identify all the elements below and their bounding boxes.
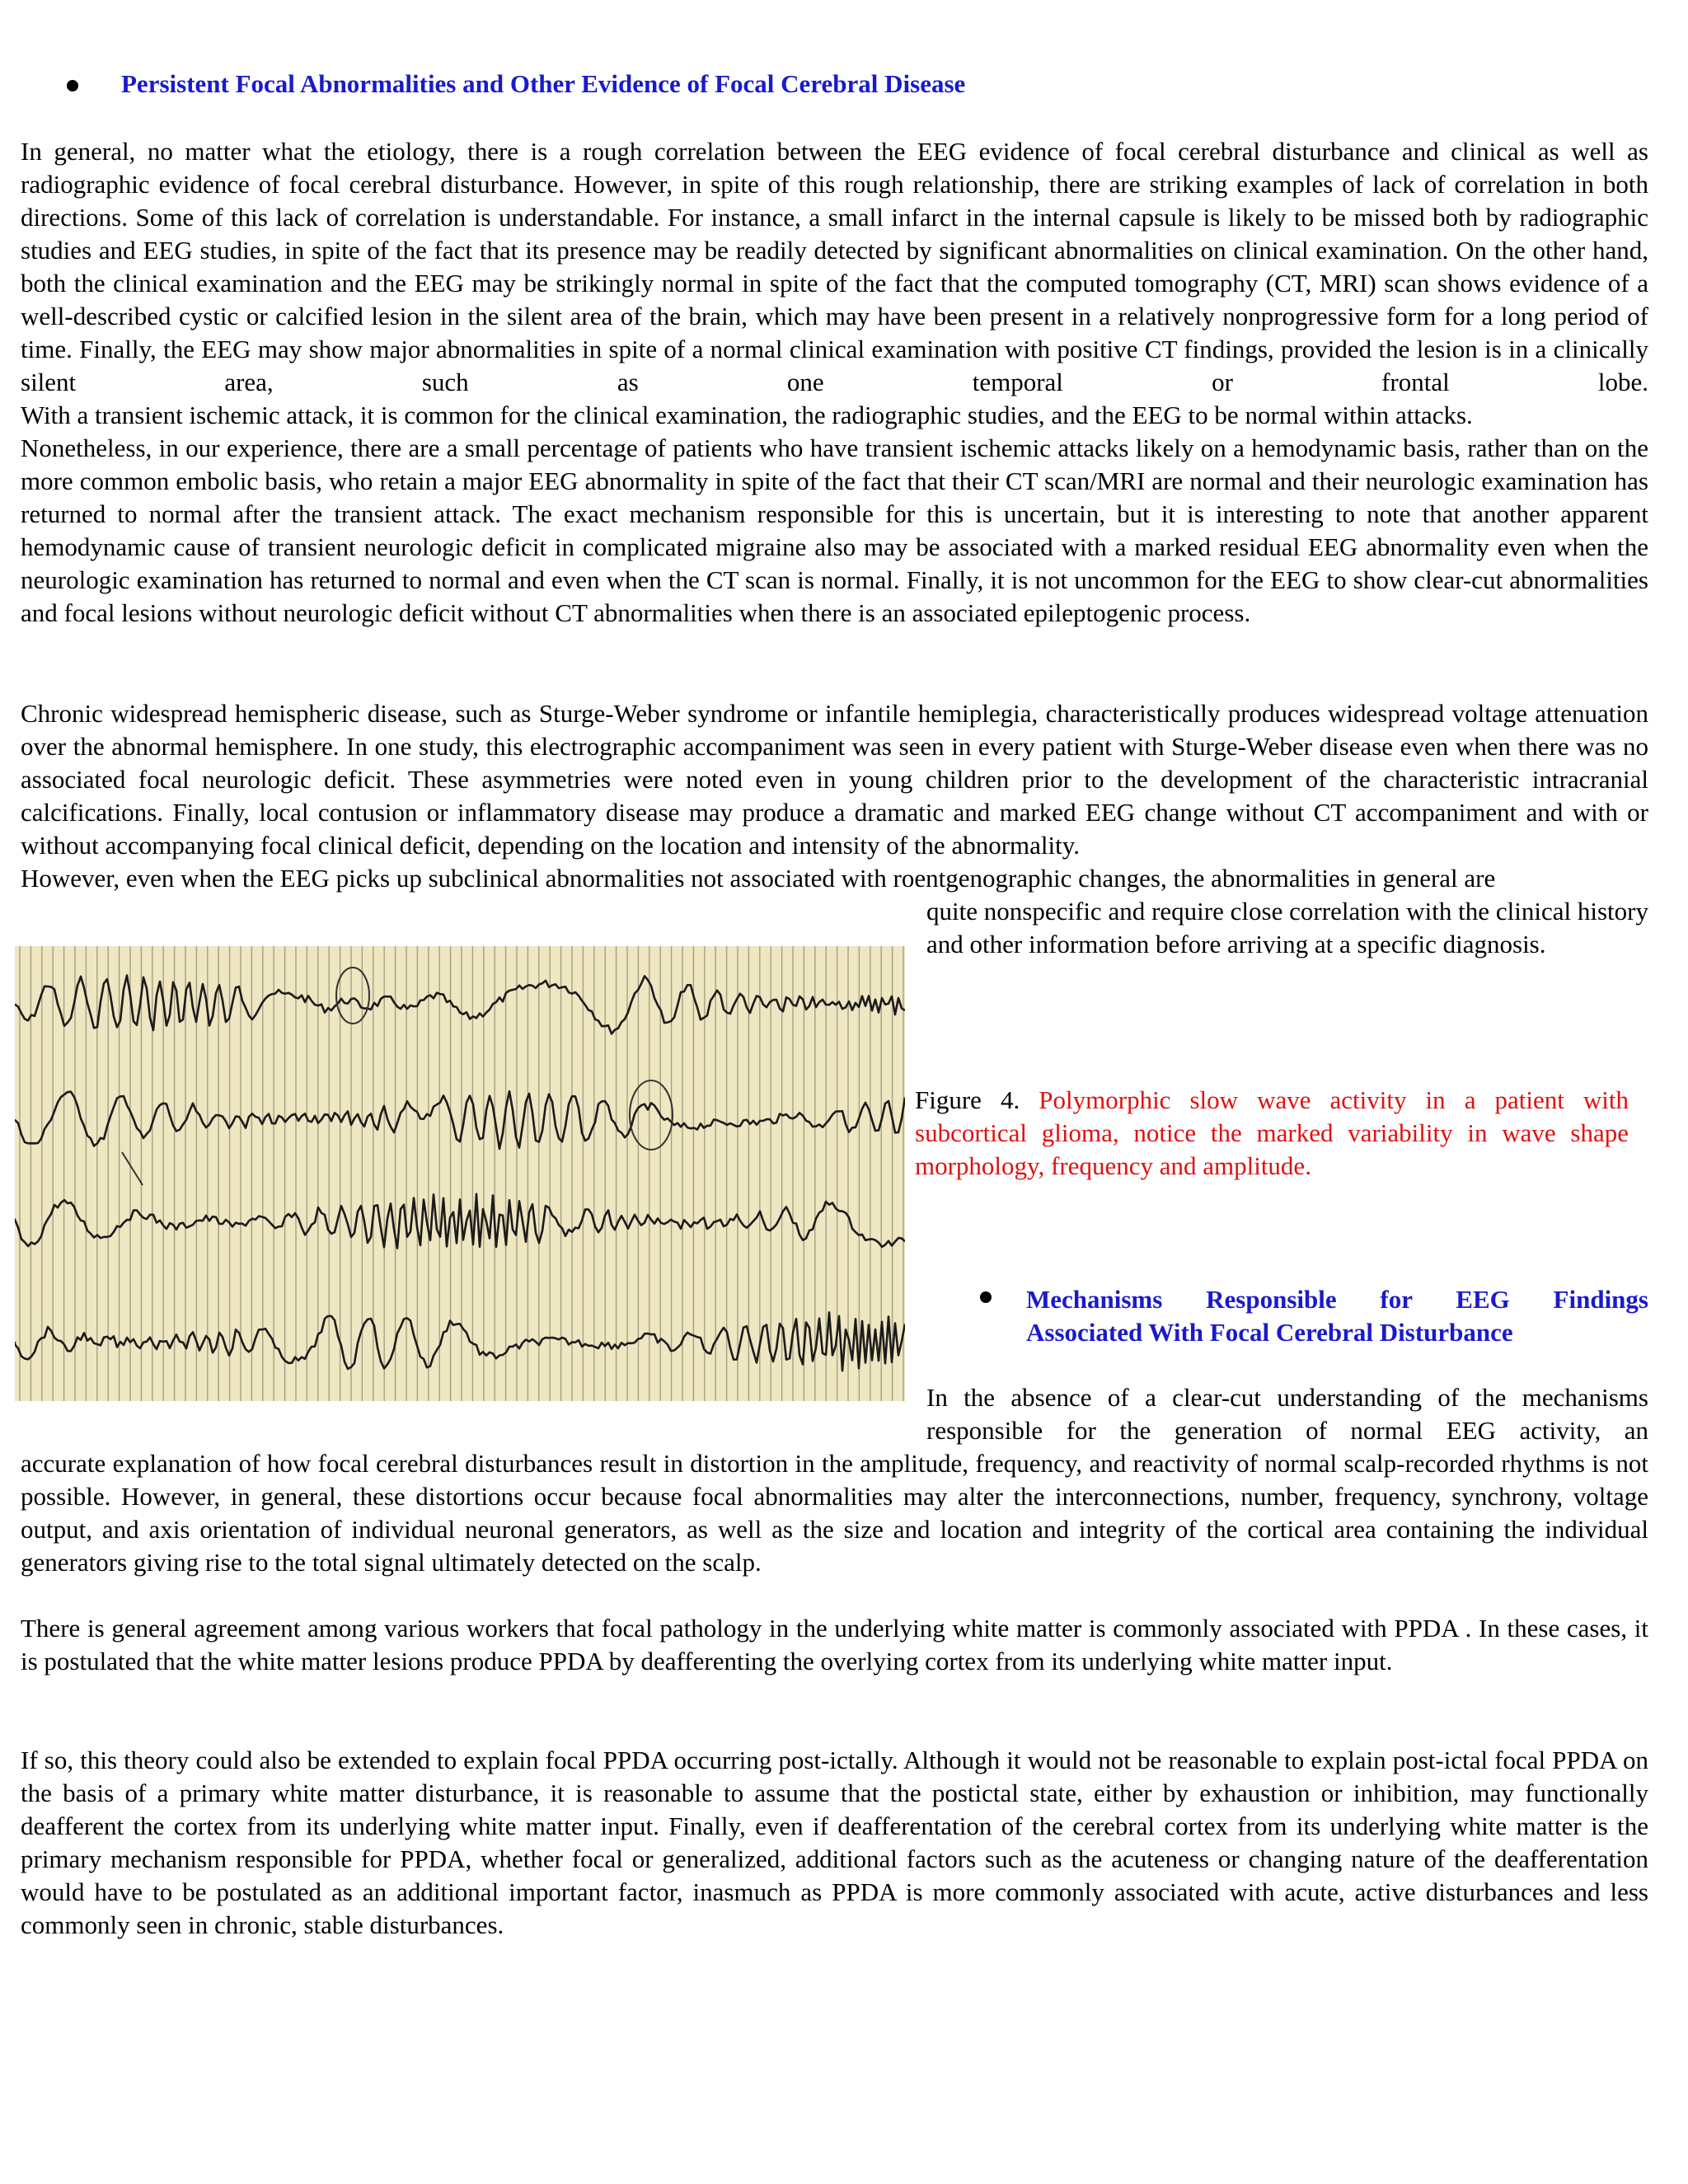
bullet-icon	[67, 80, 78, 91]
paragraph-however: However, even when the EEG picks up subclinical abnormalities not associated with roentgenographic changes, the abnormalities in general are	[21, 864, 1496, 893]
section-heading-line1: Mechanisms Responsible for EEG Findings	[1026, 1285, 1648, 1314]
paragraph-postictal: If so, this theory could also be extended to explain focal PPDA occurring post-ictally. Although it would not be reasonable to explain post-ictal focal PPDA on the basis of a primary white matter disturbance, it is reasonable to assume that the postictal state, either by exhaustion or inhibition, may functionally deafferent the cortex from its underlying white matter input. Finally, even if deafferentation of the cerebral cortex from its underlying white matter is the primary mechanism responsible for PPDA, whether focal or generalized, additional factors such as the acuteness or changing nature of the deafferentation would have to be postulated as an additional important factor, inasmuch as PPDA is more commonly associated with acute, active disturbances and less commonly seen in chronic, stable disturbances.	[21, 1746, 1648, 1939]
figure-label: Figure 4.	[915, 1085, 1020, 1114]
section-heading-line2: Associated With Focal Cerebral Disturbance	[1026, 1318, 1513, 1347]
eeg-tracing-figure	[15, 946, 905, 1401]
paragraph-mechanisms-intro: In the absence of a clear-cut understanding of the mechanisms responsible for the generation of normal EEG activity, an	[926, 1383, 1648, 1445]
paragraph-correlation: In general, no matter what the etiology, there is a rough correlation between the EEG evidence of focal cerebral disturbance and clinical as well as radiographic evidence of focal cerebral disturbance. However, in spite of this rough relationship, there are striking examples of lack of correlation in both directions. Some of this lack of correlation is understandable. For instance, a small infarct in the internal capsule is likely to be missed both by radiographic studies and EEG studies, in spite of the fact that its presence may be readily detected by significant abnormalities on clinical examination. On the other hand, both the clinical examination and the EEG may be strikingly normal in spite of the fact that the computed tomography (CT, MRI) scan shows evidence of a well-described cystic or calcified lesion in the silent area of the brain, which may have been present in a relatively nonprogressive form for a long period of time. Finally, the EEG may show major abnormalities in spite of a normal clinical examination with positive CT findings, provided the lesion is in a clinically silent area, such as one temporal or frontal lobe.	[21, 137, 1648, 396]
paragraph-tia: With a transient ischemic attack, it is common for the clinical examination, the radiographic studies, and the EEG to be normal within attacks.	[21, 401, 1473, 429]
figure-caption-text: Polymorphic slow wave activity in a patient with subcortical glioma, notice the marked variability in wave shape morphology, frequency and amplitude.	[915, 1085, 1629, 1180]
paragraph-nonspecific: quite nonspecific and require close correlation with the clinical history and other information before arriving at a specific diagnosis.	[926, 897, 1648, 958]
bullet-icon	[980, 1291, 992, 1303]
section-heading: Persistent Focal Abnormalities and Other Evidence of Focal Cerebral Disease	[121, 69, 966, 98]
paragraph-nonetheless: Nonetheless, in our experience, there are a small percentage of patients who have transient ischemic attacks likely on a hemodynamic basis, rather than on the more common embolic basis, who retain a major EEG abnormality in spite of the fact that their CT scan/MRI are normal and their neurologic examination has returned to normal after the transient attack. The exact mechanism responsible for this is uncertain, but it is interesting to note that another apparent hemodynamic cause of transient neurologic deficit in complicated migraine also may be associated with a marked residual EEG abnormality even when the neurologic examination has returned to normal and even when the CT scan is normal. Finally, it is not uncommon for the EEG to show clear-cut abnormalities and focal lesions without neurologic deficit without CT abnormalities when there is an associated epileptogenic process.	[21, 434, 1648, 627]
paragraph-white-matter: There is general agreement among various workers that focal pathology in the underlying white matter is commonly associated with PPDA . In these cases, it is postulated that the white matter lesions produce PPDA by deafferenting the overlying cortex from its underlying white matter input.	[21, 1614, 1648, 1675]
section-heading-mechanisms	[1026, 1283, 1648, 1349]
paragraph-mechanisms: accurate explanation of how focal cerebral disturbances result in distortion in the amplitude, frequency, and reactivity of normal scalp-recorded rhythms is not possible. However, in general, these distortions occur because focal abnormalities may alter the interconnections, number, frequency, synchrony, voltage output, and axis orientation of individual neuronal generators, as well as the size and location and integrity of the cortical area containing the individual generators giving rise to the total signal ultimately detected on the scalp.	[21, 1449, 1648, 1577]
figure-caption	[915, 1084, 1629, 1183]
paragraph-hemispheric: Chronic widespread hemispheric disease, such as Sturge-Weber syndrome or infantile hemiplegia, characteristically produces widespread voltage attenuation over the abnormal hemisphere. In one study, this electrographic accompaniment was seen in every patient with Sturge-Weber disease even when there was no associated focal neurologic deficit. These asymmetries were noted even in young children prior to the development of the characteristic intracranial calcifications. Finally, local contusion or inflammatory disease may produce a dramatic and marked EEG change without CT accompaniment and with or without accompanying focal clinical deficit, depending on the location and intensity of the abnormality.	[21, 699, 1648, 860]
